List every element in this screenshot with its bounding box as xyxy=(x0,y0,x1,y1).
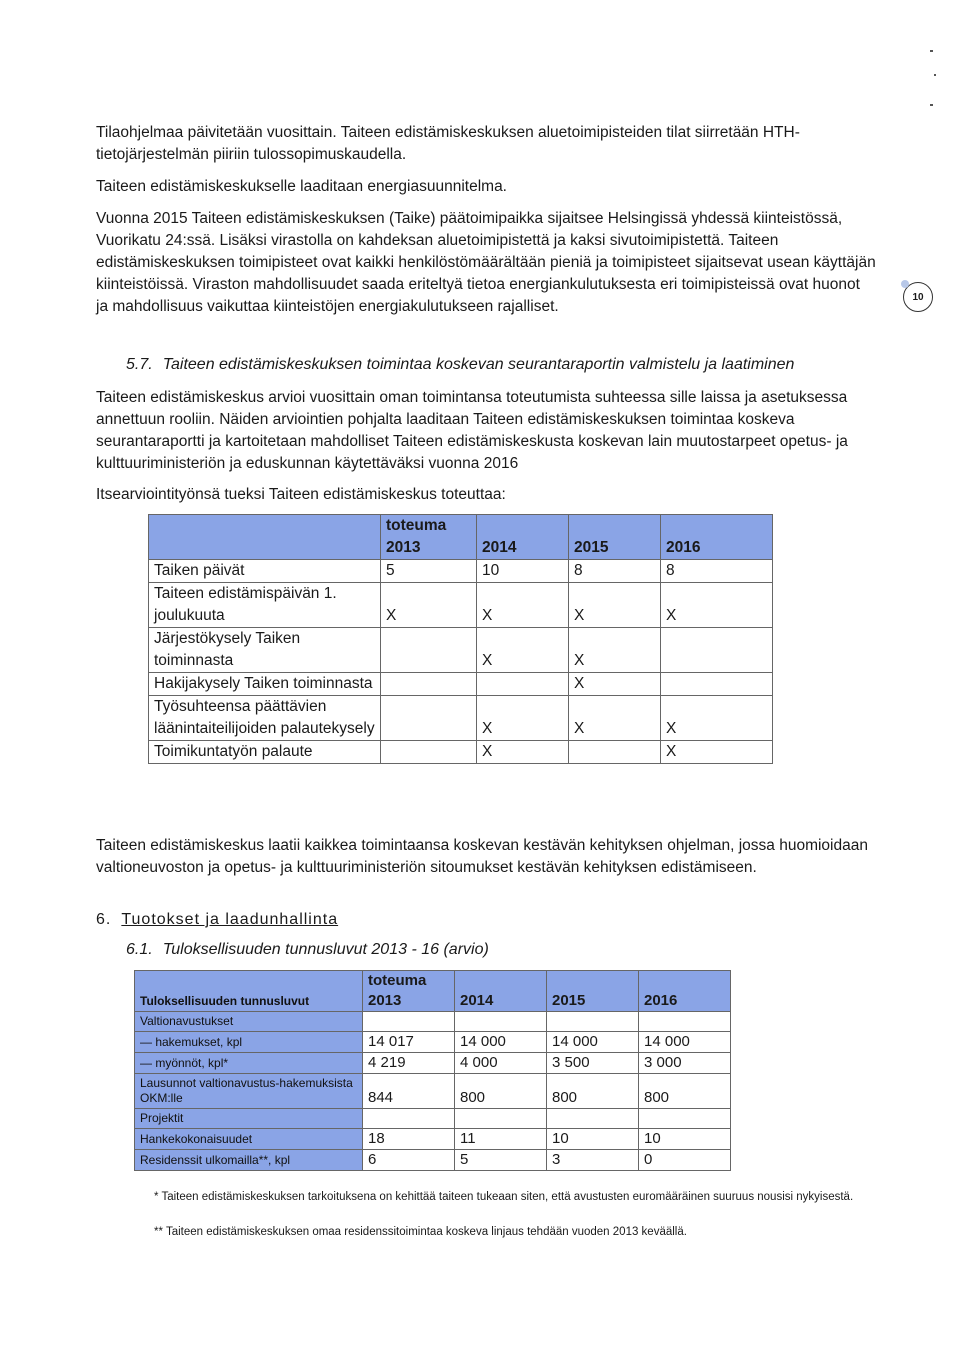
section-number: 5.7. xyxy=(126,356,153,373)
table-row xyxy=(135,1053,731,1074)
table-cell: Taiteen edistämispäivän 1. joulukuuta xyxy=(149,583,381,628)
footnote-2: ** Taiteen edistämiskeskuksen omaa residenssitoimintaa koskeva linjaus tehdään vuoden 2013 keväällä. xyxy=(154,1226,687,1238)
table-cell: X xyxy=(569,673,661,696)
table-cell: X xyxy=(477,741,569,764)
table-cell: 8 xyxy=(661,560,773,583)
table-cell: X xyxy=(569,628,661,673)
scan-speck xyxy=(930,50,933,52)
table-row-label: — hakemukset, kpl xyxy=(135,1032,363,1053)
table-cell: 18 xyxy=(363,1129,455,1150)
table-cell xyxy=(547,1012,639,1032)
table-cell: X xyxy=(661,696,773,741)
table-header-cell: 2016 xyxy=(661,515,773,560)
scan-speck xyxy=(934,74,936,76)
table-cell: 14 000 xyxy=(547,1032,639,1053)
table-cell: 14 017 xyxy=(363,1032,455,1053)
table-cell: 800 xyxy=(639,1074,731,1109)
table-cell xyxy=(381,673,477,696)
table-row-label: Projektit xyxy=(135,1109,363,1129)
table-cell xyxy=(381,741,477,764)
table-cell xyxy=(639,1012,731,1032)
table-cell xyxy=(661,673,773,696)
table-cell: Taiken päivät xyxy=(149,560,381,583)
paragraph-kestava-kehitys: Taiteen edistämiskeskus laatii kaikkea toimintaansa koskevan kestävän kehityksen ohjelman, jossa huomioidaan valtioneuvoston ja opetus- ja kulttuuriministeriön sitoumukset kestävän kehityksen edistämiseen. xyxy=(96,837,868,876)
page-number-badge: 10 xyxy=(903,282,933,312)
table-cell: 14 000 xyxy=(639,1032,731,1053)
table-row-label: Hankekokonaisuudet xyxy=(135,1129,363,1150)
table-cell: 3 000 xyxy=(639,1053,731,1074)
table-row-label: Valtionavustukset xyxy=(135,1012,363,1032)
table-cell: 4 000 xyxy=(455,1053,547,1074)
table-cell: 5 xyxy=(381,560,477,583)
table-row xyxy=(149,583,773,628)
table-header-cell: 2015 xyxy=(569,515,661,560)
table-header-cell: Tuloksellisuuden tunnusluvut xyxy=(135,971,363,1012)
table-cell: 6 xyxy=(363,1150,455,1171)
table-cell: X xyxy=(569,696,661,741)
table-cell xyxy=(363,1109,455,1129)
table-cell xyxy=(477,673,569,696)
table-header-cell xyxy=(149,515,381,560)
table-row xyxy=(149,741,773,764)
table-header-cell: 2014 xyxy=(455,971,547,1012)
table-cell: 3 500 xyxy=(547,1053,639,1074)
section-title: Tuloksellisuuden tunnusluvut 2013 - 16 (arvio) xyxy=(162,941,489,958)
section-6-1-heading xyxy=(126,941,489,959)
table-row xyxy=(149,696,773,741)
table-row xyxy=(135,1129,731,1150)
performance-indicators-table xyxy=(134,970,731,1171)
table-cell xyxy=(363,1012,455,1032)
table-cell xyxy=(381,696,477,741)
table-row xyxy=(135,1109,731,1129)
table-cell: Hakijakysely Taiken toiminnasta xyxy=(149,673,381,696)
paragraph-toimipisteet: Vuonna 2015 Taiteen edistämiskeskuksen (Taike) päätoimipaikka sijaitsee Helsingissä yhdessä kiinteistössä, Vuorikatu 24:ssä. Lisäksi virastolla on kahdeksan aluetoimipistettä ja kaksi sivutoimipistettä. Taiteen edistämiskeskuksen toimipisteet ovat kaikki henkilöstömäärältään pieniä ja toimipisteet sijaitsevat usean käyttäjän kiinteistöissä. Viraston mahdollisuudet saada eriteltyä tietoa energiankulutuksesta eri toimipisteissä ovat huonot ja mahdollisuus vaikuttaa kiinteistöjen energiakulutukseen rajalliset. xyxy=(96,210,876,315)
table-row-label: — myönnöt, kpl* xyxy=(135,1053,363,1074)
table-cell xyxy=(639,1109,731,1129)
table-cell: 800 xyxy=(547,1074,639,1109)
table-row xyxy=(149,560,773,583)
table-row-label: Residenssit ulkomailla**, kpl xyxy=(135,1150,363,1171)
table-row xyxy=(135,1150,731,1171)
table-row xyxy=(149,628,773,673)
table-cell: X xyxy=(569,583,661,628)
self-assessment-table xyxy=(148,514,773,764)
table-row xyxy=(135,1012,731,1032)
table-cell xyxy=(547,1109,639,1129)
table-row xyxy=(135,1074,731,1109)
table-cell: Työsuhteensa päättävien läänintaiteilijoiden palautekysely xyxy=(149,696,381,741)
table-cell: 11 xyxy=(455,1129,547,1150)
table-cell: 8 xyxy=(569,560,661,583)
table-row xyxy=(149,673,773,696)
table-cell: 0 xyxy=(639,1150,731,1171)
table-header-row xyxy=(135,971,731,1012)
paragraph-tilaohjelma: Tilaohjelmaa päivitetään vuosittain. Taiteen edistämiskeskuksen aluetoimipisteiden tilat siirretään HTH-tietojärjestelmän piiriin tulossopimuskaudella. xyxy=(96,124,800,163)
section-6-heading xyxy=(96,911,338,929)
table-cell xyxy=(381,628,477,673)
table-cell: 800 xyxy=(455,1074,547,1109)
table-cell: 4 219 xyxy=(363,1053,455,1074)
table-cell: X xyxy=(477,628,569,673)
table-header-row xyxy=(149,515,773,560)
table-cell: 844 xyxy=(363,1074,455,1109)
section-5-7-heading xyxy=(126,356,794,374)
section-number: 6. xyxy=(96,911,112,928)
table-row-label: Lausunnot valtionavustus-hakemuksista OKM:lle xyxy=(135,1074,363,1109)
paragraph-itsearviointi: Itsearviointityönsä tueksi Taiteen edistämiskeskus toteuttaa: xyxy=(96,486,506,503)
table-cell: Järjestökysely Taiken toiminnasta xyxy=(149,628,381,673)
section-number: 6.1. xyxy=(126,941,153,958)
table-header-cell: toteuma 2013 xyxy=(381,515,477,560)
table-row xyxy=(135,1032,731,1053)
footnote-1: * Taiteen edistämiskeskuksen tarkoituksena on kehittää taiteen tukeaan siten, että avustusten euromääräinen suuruus nousisi nykyisestä. xyxy=(154,1191,854,1203)
table-cell xyxy=(569,741,661,764)
table-cell: 14 000 xyxy=(455,1032,547,1053)
paragraph-energiasuunnitelma: Taiteen edistämiskeskukselle laaditaan energiasuunnitelma. xyxy=(96,178,507,195)
scan-speck xyxy=(930,104,933,106)
table-header-cell: 2014 xyxy=(477,515,569,560)
table-cell: Toimikuntatyön palaute xyxy=(149,741,381,764)
table-cell: 5 xyxy=(455,1150,547,1171)
table-cell: 10 xyxy=(477,560,569,583)
section-title: Taiteen edistämiskeskuksen toimintaa koskevan seurantaraportin valmistelu ja laatiminen xyxy=(162,356,795,373)
table-cell: 10 xyxy=(547,1129,639,1150)
section-title: Tuotokset ja laadunhallinta xyxy=(121,911,339,928)
table-cell xyxy=(455,1012,547,1032)
paragraph-arviointi: Taiteen edistämiskeskus arvioi vuosittain oman toimintansa toteutumista suhteessa sille laissa ja asetuksessa annettuun rooliin. Näiden arviointien pohjalta laaditaan Taiteen edistämiskeskuksen toimintaa koskeva seurantaraportti ja kartoitetaan mahdolliset Taiteen edistämiskeskusta koskevan lain muutostarpeet opetus- ja kulttuuriministeriön ja eduskunnan käytettäväksi vuonna 2016 xyxy=(96,389,848,472)
table-cell: X xyxy=(477,583,569,628)
table-cell: 10 xyxy=(639,1129,731,1150)
table-cell: X xyxy=(477,696,569,741)
table-cell: X xyxy=(661,583,773,628)
table-cell: X xyxy=(661,741,773,764)
table-cell xyxy=(661,628,773,673)
table-header-cell: 2016 xyxy=(639,971,731,1012)
table-cell xyxy=(455,1109,547,1129)
table-header-cell: toteuma 2013 xyxy=(363,971,455,1012)
table-header-cell: 2015 xyxy=(547,971,639,1012)
table-cell: X xyxy=(381,583,477,628)
table-cell: 3 xyxy=(547,1150,639,1171)
